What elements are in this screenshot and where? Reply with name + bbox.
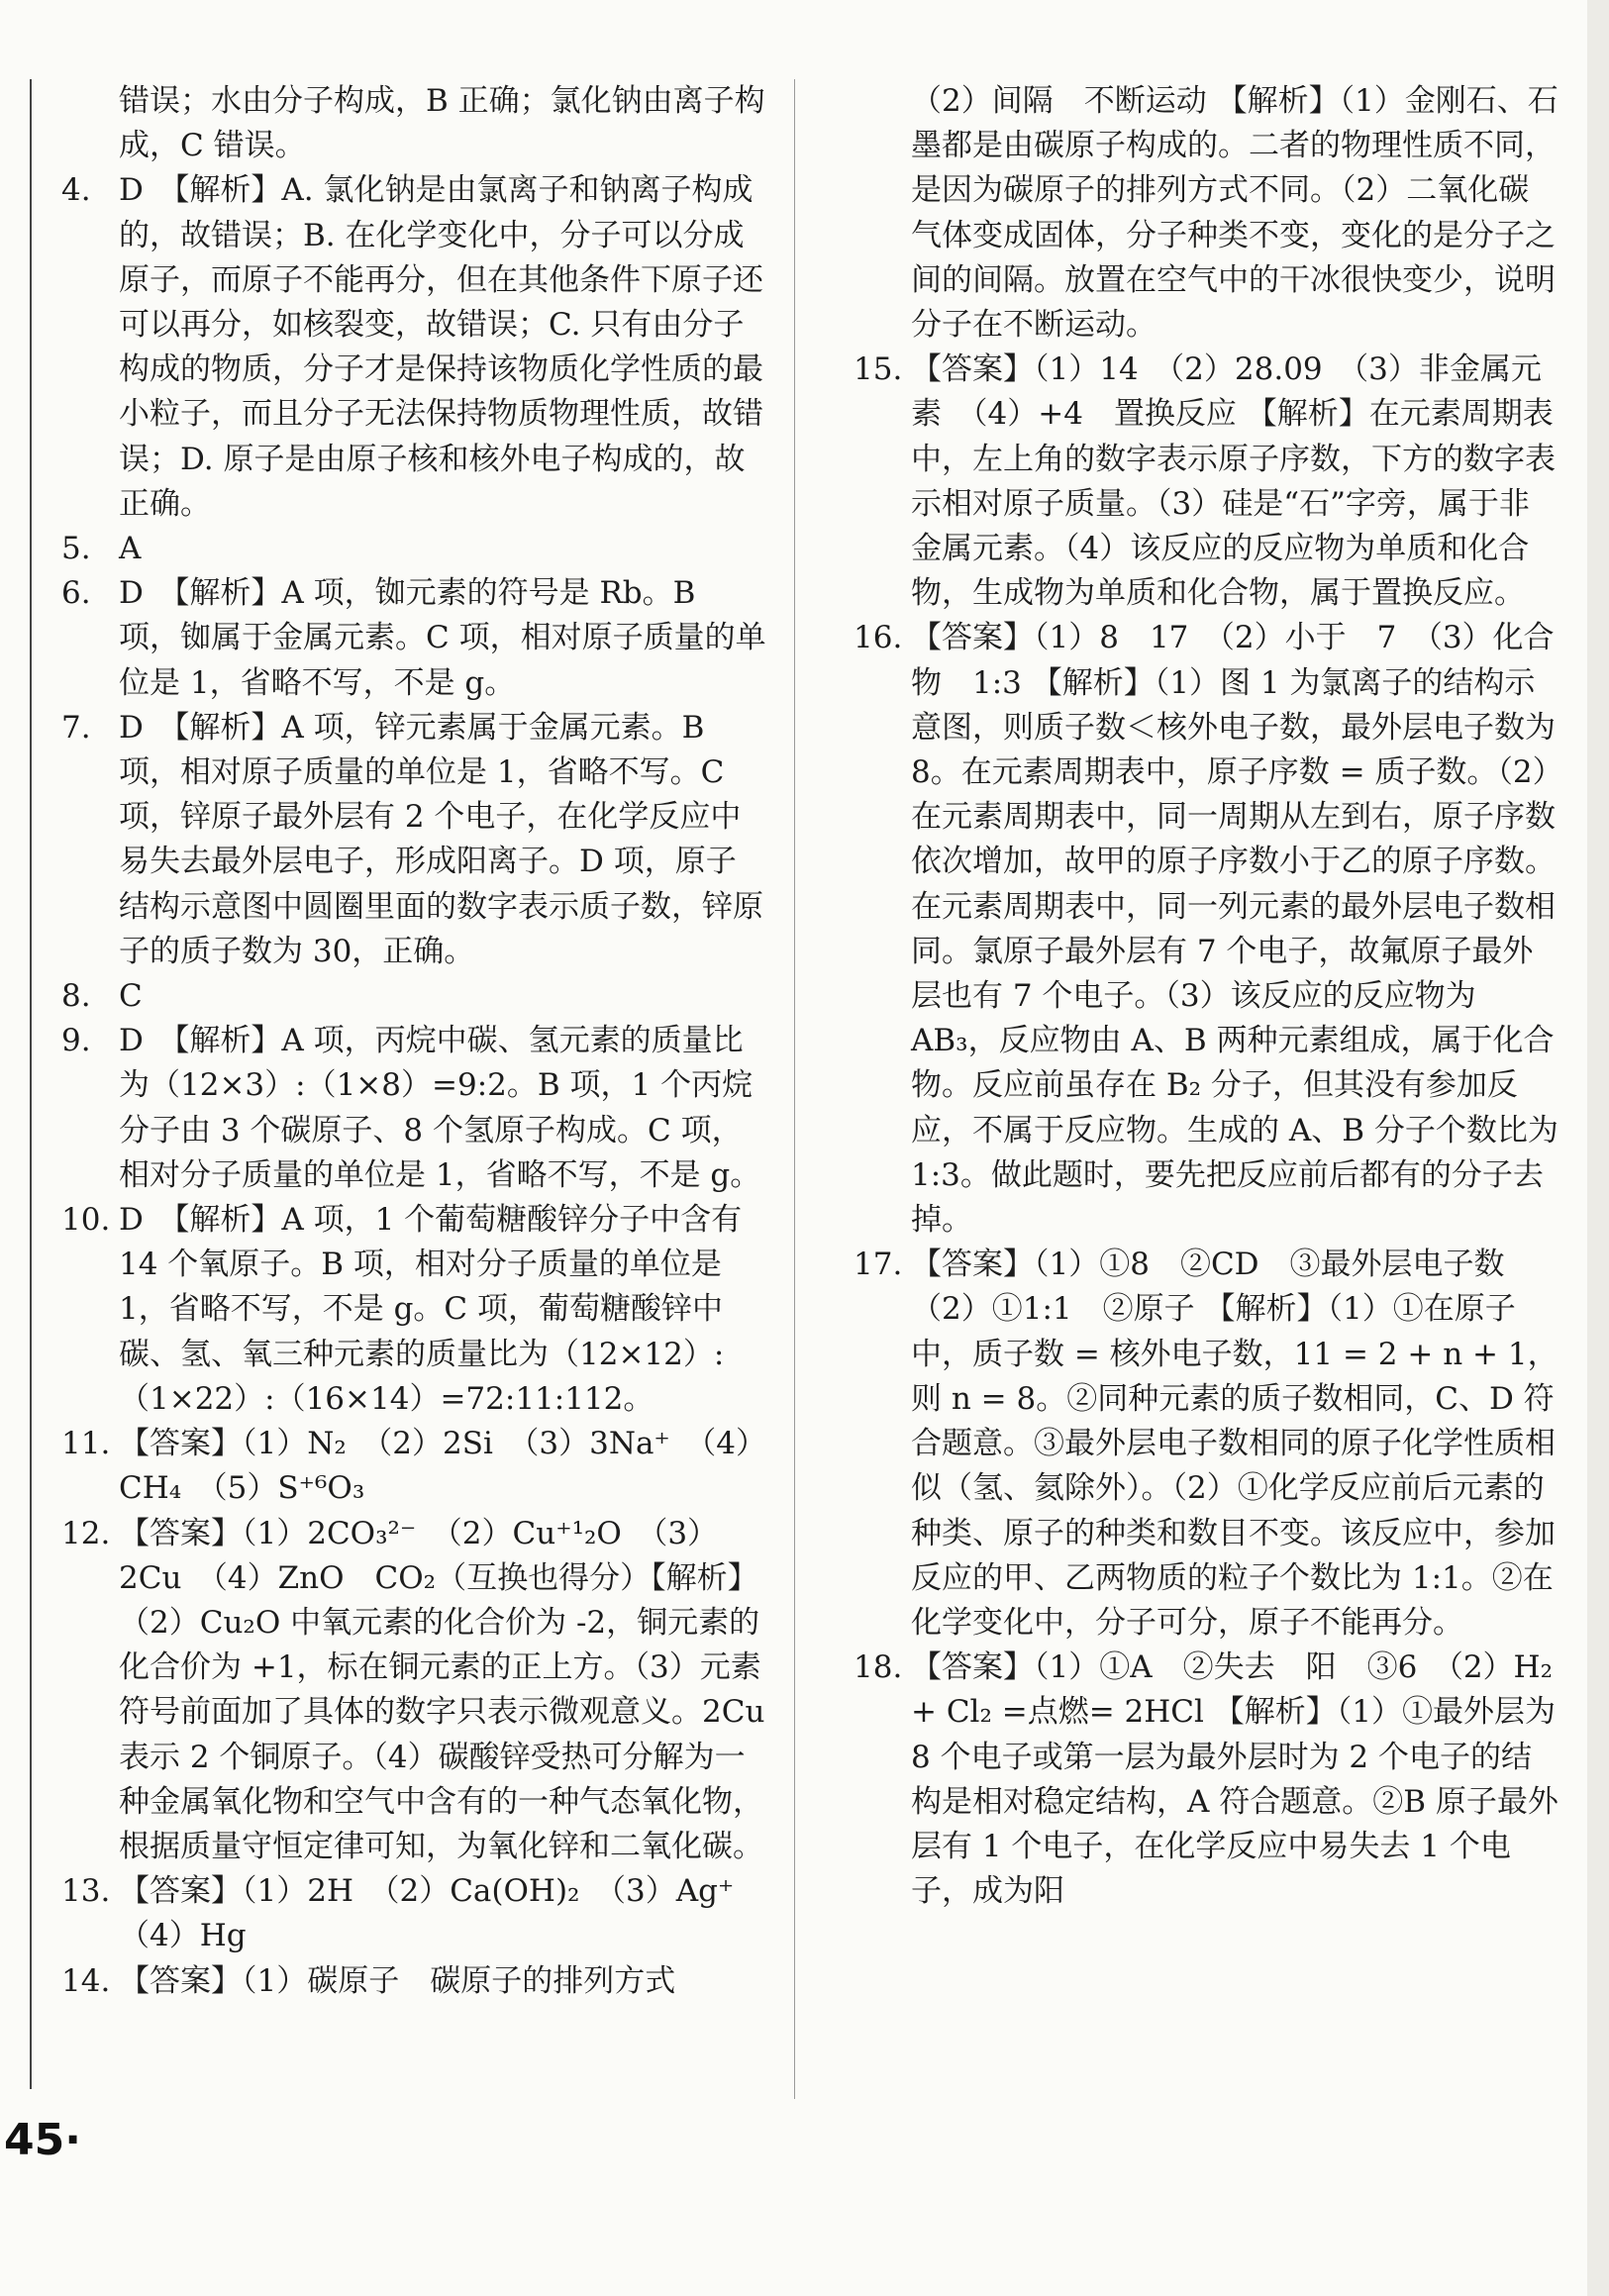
page-edge-shade — [1587, 0, 1609, 2296]
answer-item: 17. 【答案】（1）①8 ②CD ③最外层电子数 （2）①1:1 ②原子 【解析】（1）①在原子中，质子数 = 核外电子数，11 = 2 + n + 1，则 n = 8。②同种元素的质子数相同，C、D 符合题意。③最外层电子数相同的原子化学性质相似（氢、氦除外）。（2）①化学反应前后元素的种类、原子的种类和数目不变。该反应中，参加反应的甲、乙两物质的粒子个数比为 1:1。②在化学变化中，分子可分，原子不能再分。 — [854, 1247, 1559, 1641]
answer-item: 18. 【答案】（1）①A ②失去 阳 ③6 （2）H₂ + Cl₂ =点燃= 2HCl 【解析】（1）①最外层为 8 个电子或第一层为最外层时为 2 个电子的结构是相对稳定结构，A 符合题意。②B 原子最外层有 1 个电子，在化学反应中易失去 1 个电子，成为阳 — [854, 1649, 1559, 1910]
answer-item: 14. 【答案】（1）碳原子 碳原子的排列方式 — [61, 1962, 676, 1999]
answer-item: 6. D 【解析】A 项，铷元素的符号是 Rb。B 项，铷属于金属元素。C 项，相对原子质量的单位是 1，省略不写，不是 g。 — [61, 575, 766, 701]
answer-item: 12. 【答案】（1）2CO₃²⁻ （2）Cu⁺¹₂O （3）2Cu （4）ZnO CO₂（互换也得分）【解析】（2）Cu₂O 中氧元素的化合价为 -2，铜元素的化合价为 +1，标在铜元素的正上方。（3）元素符号前面加了具体的数字只表示微观意义。2Cu 表示 2 个铜原子。（4）碳酸锌受热可分解为一种金属氧化物和空气中含有的一种气态氧化物，根据质量守恒定律可知，为氧化锌和二氧化碳。 — [61, 1515, 765, 1864]
column-divider — [794, 79, 795, 2099]
answer-item: 7. D 【解析】A 项，锌元素属于金属元素。B 项，相对原子质量的单位是 1，省略不写。C 项，锌原子最外层有 2 个电子，在化学反应中易失去最外层电子，形成阳离子。D 项，原子结构示意图中圆圈里面的数字表示质子数，锌原子的质子数为 30，正确。 — [61, 709, 763, 969]
page-left-rule — [30, 79, 32, 2089]
left-column — [61, 79, 766, 2004]
answer-item: 11. 【答案】（1）N₂ （2）2Si （3）3Na⁺ （4）CH₄ （5）S⁺⁶O₃ — [61, 1426, 767, 1507]
answer-item: 16. 【答案】（1）8 17 （2）小于 7 （3）化合物 1:3 【解析】（1）图 1 为氯离子的结构示意图，则质子数＜核外电子数，最外层电子数为 8。在元素周期表中，原子序数 = 质子数。（2）在元素周期表中，同一周期从左到右，原子序数依次增加，故甲的原子序数小于乙的原子序数。在元素周期表中，同一列元素的最外层电子数相同。氯原子最外层有 7 个电子，故氟原子最外层也有 7 个电子。（3）该反应的反应物为 AB₃，反应物由 A、B 两种元素组成，属于化合物。反应前虽存在 B₂ 分子，但其没有参加反应，不属于反应物。生成的 A、B 分子个数比为 1:3。做此题时，要先把反应前后都有的分子去掉。 — [854, 620, 1559, 1239]
answer-item: 9. D 【解析】A 项，丙烷中碳、氢元素的质量比为（12×3）:（1×8）=9:2。B 项，1 个丙烷分子由 3 个碳原子、8 个氢原子构成。C 项，相对分子质量的单位是 1，省略不写，不是 g。 — [61, 1023, 761, 1193]
answer-item: 8. C — [61, 978, 143, 1015]
answer-item: 5. A — [61, 531, 142, 567]
answer-item: 13. 【答案】（1）2H （2）Ca(OH)₂ （3）Ag⁺ （4）Hg — [61, 1873, 765, 1954]
answer-item: 4. D 【解析】A. 氯化钠是由氯离子和钠离子构成的，故错误；B. 在化学变化中，分子可以分成原子，而原子不能再分，但在其他条件下原子还可以再分，如核裂变，故错误；C. 只有由分子构成的物质，分子才是保持该物质化学性质的最小粒子，而且分子无法保持物质物理性质，故错误；D. 原子是由原子核和核外电子构成的，故正确。 — [61, 172, 763, 522]
answer-item: 10. D 【解析】A 项，1 个葡萄糖酸锌分子中含有 14 个氧原子。B 项，相对分子质量的单位是 1，省略不写，不是 g。C 项，葡萄糖酸锌中碳、氢、氧三种元素的质量比为（12×12）:（1×22）:（16×14）=72:11:112。 — [61, 1202, 743, 1417]
answer-item: （2）间隔 不断运动 【解析】（1）金刚石、石墨都是由碳原子构成的。二者的物理性质不同，是因为碳原子的排列方式不同。（2）二氧化碳气体变成固体，分子种类不变，变化的是分子之间的间隔。放置在空气中的干冰很快变少，说明分子在不断运动。 — [911, 83, 1559, 344]
page-number: 45· — [4, 2115, 81, 2165]
right-column — [854, 79, 1559, 1914]
answer-item: 15. 【答案】（1）14 （2）28.09 （3）非金属元素 （4）+4 置换反应 【解析】在元素周期表中，左上角的数字表示原子序数，下方的数字表示相对原子质量。（3）硅是“石”字旁，属于非金属元素。（4）该反应的反应物为单质和化合物，生成物为单质和化合物，属于置换反应。 — [854, 351, 1556, 612]
answer-item: 错误；水由分子构成，B 正确；氯化钠由离子构成，C 错误。 — [119, 83, 765, 164]
